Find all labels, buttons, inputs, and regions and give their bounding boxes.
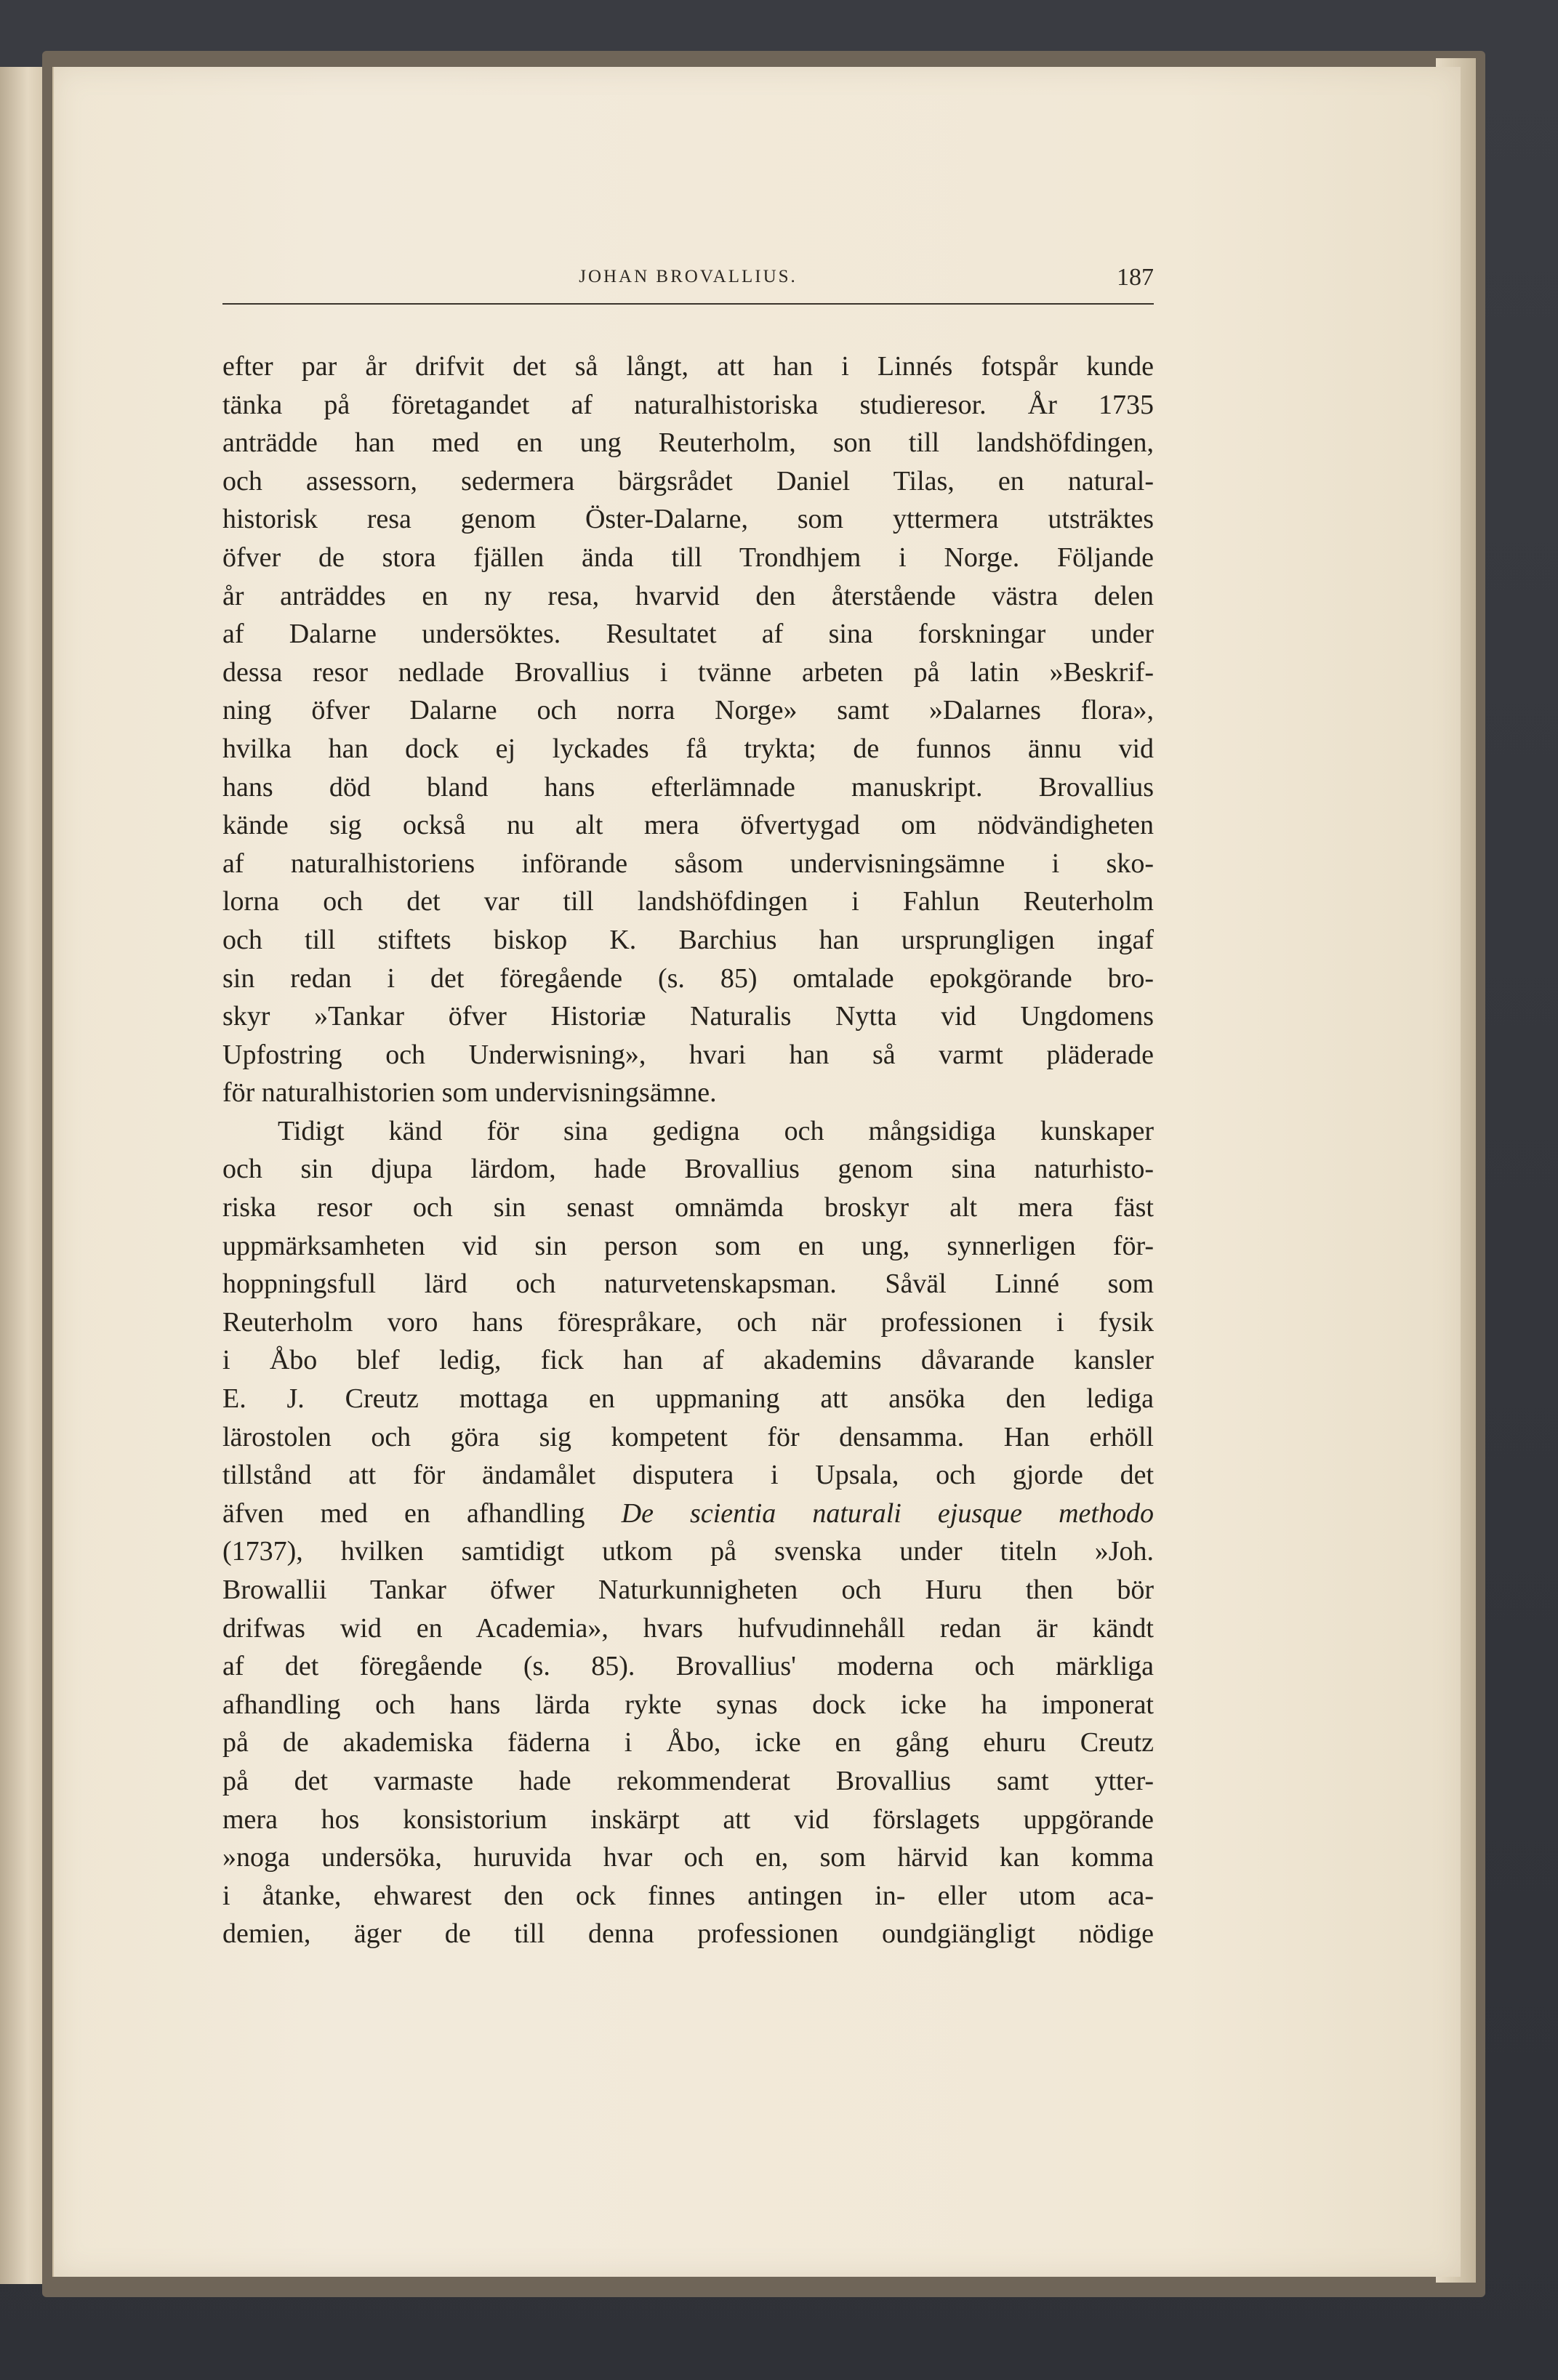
- text-line: lorna och det var till landshöfdingen i Fahlun Reuterholm: [222, 886, 1154, 917]
- text-line: »noga undersöka, huruvida hvar och en, som härvid kan komma: [222, 1842, 1154, 1873]
- text-line: riska resor och sin senast omnämda broskyr alt mera fäst: [222, 1192, 1154, 1223]
- text-line: för naturalhistorien som undervisningsämne.: [222, 1077, 717, 1109]
- text-line: af Dalarne undersöktes. Resultatet af sina forskningar under: [222, 619, 1154, 650]
- text-line: uppmärksamheten vid sin person som en ung, synnerligen för-: [222, 1230, 1154, 1261]
- text-line: drifwas wid en Academia», hvars hufvudinnehåll redan är kändt: [222, 1612, 1154, 1644]
- italic-title: De scientia naturali ejusque methodo: [621, 1497, 1154, 1529]
- text-line: af det föregående (s. 85). Brovallius' moderna och märkliga: [222, 1651, 1154, 1682]
- text-line: år anträddes en ny resa, hvarvid den återstående västra delen: [222, 580, 1154, 611]
- page-number: 187: [1117, 264, 1154, 291]
- text-line: historisk resa genom Öster-Dalarne, som yttermera utsträktes: [222, 504, 1154, 535]
- text-line: tänka på företagandet af naturalhistoriska studieresor. År 1735: [222, 389, 1154, 420]
- text-line: öfver de stora fjällen ända till Trondhjem i Norge. Följande: [222, 542, 1154, 573]
- text-line: Tidigt känd för sina gedigna och mångsidiga kunskaper: [278, 1115, 1154, 1146]
- text-line: dessa resor nedlade Brovallius i tvänne arbeten på latin »Beskrif-: [222, 656, 1154, 688]
- text-line: hoppningsfull lärd och naturvetenskapsman. Såväl Linné som: [222, 1269, 1154, 1300]
- running-head: [222, 260, 1154, 305]
- text-line: efter par år drifvit det så långt, att han i Linnés fotspår kunde: [222, 351, 1154, 382]
- text-line: afhandling och hans lärda rykte synas dock icke ha imponerat: [222, 1689, 1154, 1720]
- text-line: på det varmaste hade rekommenderat Brovallius samt ytter-: [222, 1765, 1154, 1796]
- text-line: lärostolen och göra sig kompetent för densamma. Han erhöll: [222, 1421, 1154, 1452]
- text-line: E. J. Creutz mottaga en uppmaning att ansöka den lediga: [222, 1383, 1154, 1415]
- text-line: tillstånd att för ändamålet disputera i Upsala, och gjorde det: [222, 1460, 1154, 1491]
- text-line: (1737), hvilken samtidigt utkom på svenska under titeln »Joh.: [222, 1536, 1154, 1567]
- text-line: skyr »Tankar öfver Historiæ Naturalis Nytta vid Ungdomens: [222, 1001, 1154, 1032]
- text-line-with-italic-title: [222, 1495, 1154, 1533]
- text-line: hvilka han dock ej lyckades få trykta; de funnos ännu vid: [222, 733, 1154, 764]
- text-line: demien, äger de till denna professionen oundgiängligt nödige: [222, 1918, 1154, 1950]
- text-line: af naturalhistoriens införande såsom undervisningsämne i sko-: [222, 848, 1154, 879]
- text-line: hans död bland hans efterlämnade manuskript. Brovallius: [222, 771, 1154, 803]
- text-line: Browallii Tankar öfwer Naturkunnigheten och Huru then bör: [222, 1575, 1154, 1605]
- text-line: kände sig också nu alt mera öfvertygad om nödvändigheten: [222, 810, 1154, 841]
- text-line: och sin djupa lärdom, hade Brovallius genom sina naturhisto-: [222, 1154, 1154, 1185]
- text-line: Upfostring och Underwisning», hvari han så varmt pläderade: [222, 1039, 1154, 1070]
- running-head-title: JOHAN BROVALLIUS.: [579, 267, 798, 286]
- text-segment: äfven med en afhandling: [222, 1497, 622, 1529]
- text-line: ning öfver Dalarne och norra Norge» samt »Dalarnes flora»,: [222, 695, 1154, 726]
- text-line: i Åbo blef ledig, fick han af akademins dåvarande kansler: [222, 1345, 1154, 1376]
- text-line: sin redan i det föregående (s. 85) omtalade epokgörande bro-: [222, 962, 1154, 994]
- text-line: anträdde han med en ung Reuterholm, son till landshöfdingen,: [222, 427, 1154, 459]
- text-line: på de akademiska fäderna i Åbo, icke en gång ehuru Creutz: [222, 1727, 1154, 1758]
- body-text: [222, 347, 1154, 1953]
- text-line: och till stiftets biskop K. Barchius han ursprungligen ingaf: [222, 924, 1154, 955]
- text-line: Reuterholm voro hans förespråkare, och när professionen i fysik: [222, 1306, 1154, 1338]
- text-line: i åtanke, ehwarest den ock finnes antingen in- eller utom aca-: [222, 1880, 1154, 1911]
- text-line: och assessorn, sedermera bärgsrådet Daniel Tilas, en natural-: [222, 465, 1154, 496]
- text-line: mera hos konsistorium inskärpt att vid förslagets uppgörande: [222, 1804, 1154, 1835]
